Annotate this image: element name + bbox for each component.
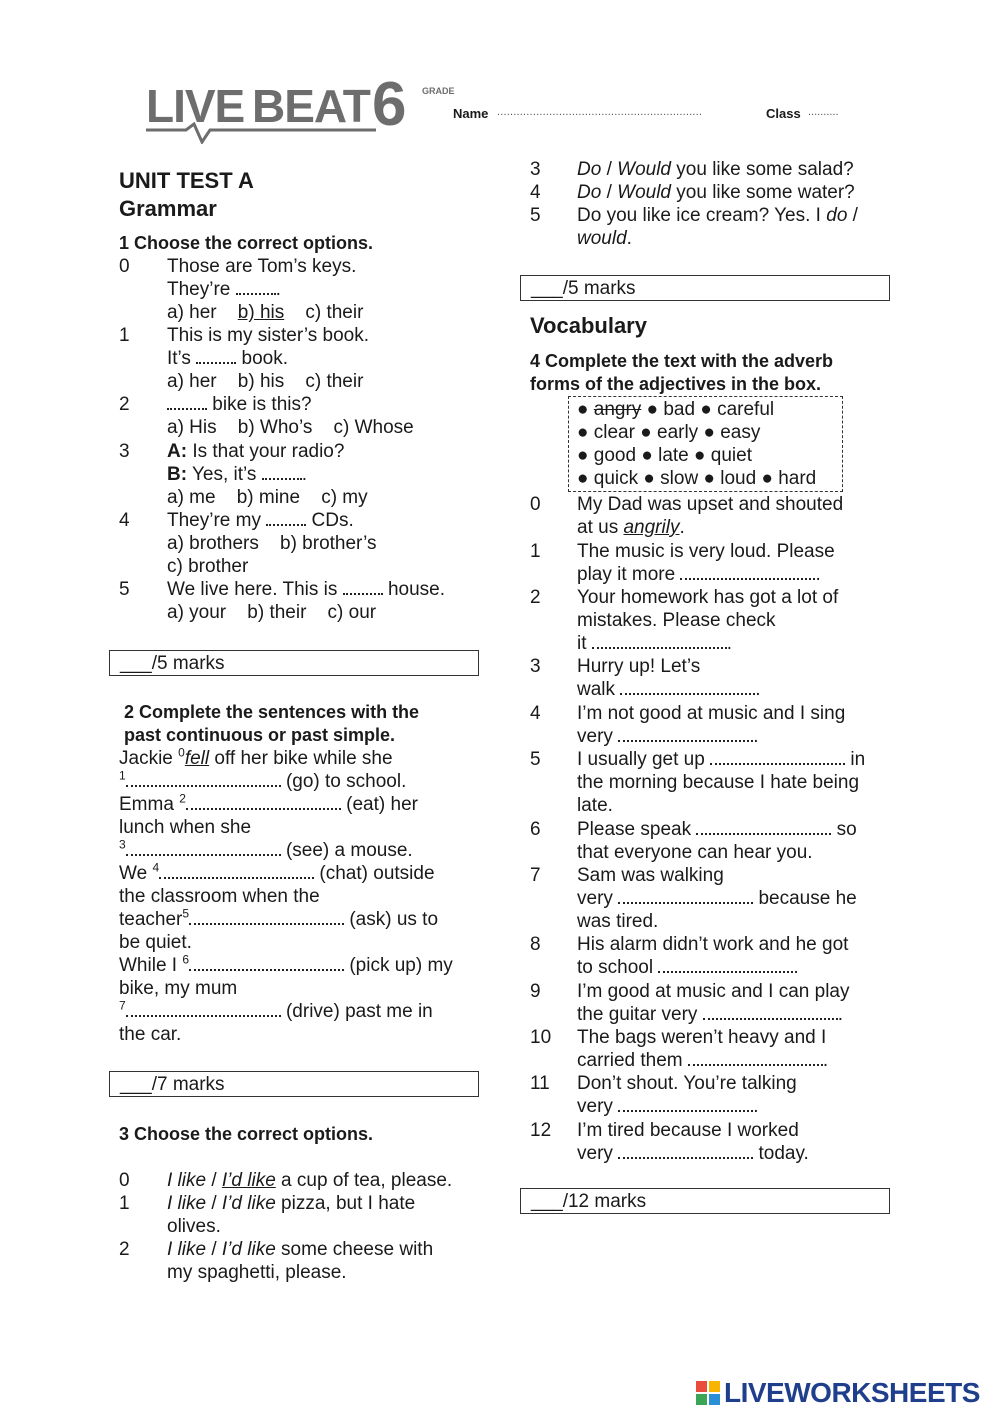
question-text bbox=[167, 1192, 415, 1215]
question-text: bike is this? bbox=[212, 394, 312, 415]
question-text bbox=[167, 347, 288, 370]
sentence-text: off her bike while she bbox=[209, 748, 393, 769]
question-text: mistakes. Please check bbox=[577, 610, 776, 631]
word-box-row bbox=[577, 421, 760, 444]
question-text: at us bbox=[577, 517, 624, 538]
options-row bbox=[167, 416, 414, 439]
question-text: very bbox=[577, 1096, 613, 1117]
option[interactable]: b) mine bbox=[236, 487, 301, 508]
question-text bbox=[577, 678, 761, 701]
option[interactable]: would bbox=[577, 228, 627, 249]
question-text bbox=[577, 563, 821, 586]
word: careful bbox=[717, 399, 775, 420]
sentence-text: Jackie bbox=[119, 748, 179, 769]
option[interactable]: I like bbox=[167, 1170, 207, 1191]
sentence-text: the car. bbox=[119, 1024, 182, 1045]
word: bad bbox=[663, 399, 696, 420]
answer-blank[interactable] bbox=[186, 793, 341, 810]
question-text: pizza, but I hate bbox=[275, 1193, 416, 1214]
separator: / bbox=[601, 182, 618, 203]
question-text: Please speak bbox=[577, 819, 692, 840]
punct: . bbox=[837, 1004, 843, 1025]
question-text: Is that your radio? bbox=[192, 441, 345, 462]
question-text bbox=[577, 1003, 843, 1026]
grammar-title: Grammar bbox=[119, 196, 217, 221]
marks-box: ___/12 marks bbox=[520, 1188, 890, 1214]
bullet: ● bbox=[640, 422, 652, 443]
options-row bbox=[167, 601, 376, 624]
answer-blank[interactable] bbox=[126, 1000, 281, 1017]
option[interactable]: a) her bbox=[167, 371, 217, 392]
vocabulary-title: Vocabulary bbox=[530, 313, 647, 338]
question-text: house. bbox=[387, 579, 445, 600]
question-text: Do you like ice cream? Yes. I bbox=[577, 205, 827, 226]
question-text: I’m tired because I worked bbox=[577, 1120, 799, 1141]
question-text: you like some water? bbox=[671, 182, 855, 203]
name-field[interactable]: ............................................................... bbox=[497, 106, 703, 118]
question-text: the morning because I hate being bbox=[577, 772, 860, 793]
gap-number: 5 bbox=[182, 906, 190, 921]
question-text: to school bbox=[577, 957, 654, 978]
question-text: It’s bbox=[167, 348, 191, 369]
question-text bbox=[577, 818, 857, 841]
item-number: 1 bbox=[119, 325, 130, 346]
option[interactable]: I like bbox=[167, 1239, 207, 1260]
question-text bbox=[577, 1142, 809, 1165]
item-number: 7 bbox=[530, 865, 541, 886]
option[interactable]: I’d like bbox=[221, 1193, 276, 1214]
question-text: book. bbox=[241, 348, 288, 369]
question-text bbox=[577, 1095, 758, 1118]
sentence-line bbox=[119, 839, 413, 862]
question-text: I’m not good at music and I sing bbox=[577, 703, 846, 724]
punct: . bbox=[793, 957, 799, 978]
question-text bbox=[577, 725, 758, 748]
sentence-line bbox=[119, 954, 453, 977]
option[interactable]: a) your bbox=[167, 602, 227, 623]
gap-number: 4 bbox=[152, 860, 160, 875]
answer-blank[interactable] bbox=[618, 1095, 753, 1112]
question-text bbox=[167, 1238, 433, 1261]
question-text: it bbox=[577, 633, 587, 654]
item-number: 4 bbox=[530, 182, 541, 203]
item-number: 6 bbox=[530, 819, 541, 840]
sentence-text: (ask) us to bbox=[344, 909, 439, 930]
question-text bbox=[167, 578, 445, 601]
question-text bbox=[167, 509, 354, 532]
answer-blank[interactable] bbox=[696, 818, 831, 835]
option[interactable]: c) Whose bbox=[333, 417, 414, 438]
question-text bbox=[577, 516, 685, 539]
item-number: 1 bbox=[119, 1193, 130, 1214]
punct: . bbox=[815, 564, 821, 585]
answer-blank[interactable] bbox=[618, 1142, 753, 1159]
marks-box: ___/7 marks bbox=[109, 1071, 479, 1097]
gap-number: 1 bbox=[119, 768, 126, 783]
question-text bbox=[167, 393, 312, 416]
question-text: late. bbox=[577, 795, 613, 816]
answer-blank[interactable] bbox=[343, 578, 383, 595]
sentence-text: (go) to school. bbox=[280, 771, 407, 792]
word: clear bbox=[593, 422, 635, 443]
answer-blank[interactable] bbox=[592, 632, 727, 649]
option[interactable]: a) brothers bbox=[167, 533, 259, 554]
exercise-1-title: 1 Choose the correct options. bbox=[119, 233, 374, 253]
question-text: the guitar very bbox=[577, 1004, 698, 1025]
word: quick bbox=[593, 468, 639, 489]
separator: / bbox=[601, 159, 618, 180]
class-field[interactable]: .......... bbox=[808, 106, 839, 118]
item-number: 3 bbox=[530, 656, 541, 677]
options-row bbox=[167, 486, 368, 509]
option[interactable]: do bbox=[826, 205, 848, 226]
sentence-line bbox=[119, 747, 393, 770]
answer-blank[interactable] bbox=[262, 463, 302, 480]
speaker-b: B: bbox=[167, 464, 188, 485]
sentence-line bbox=[119, 793, 418, 816]
question-text: today. bbox=[758, 1143, 809, 1164]
punct: . bbox=[275, 279, 281, 300]
answer-blank[interactable] bbox=[266, 509, 306, 526]
option[interactable]: Do bbox=[577, 159, 602, 180]
punct: . bbox=[753, 1096, 759, 1117]
options-row bbox=[167, 301, 363, 324]
word: hard bbox=[778, 468, 817, 489]
bullet: ● bbox=[577, 445, 589, 466]
punct: . bbox=[726, 633, 733, 654]
question-text bbox=[167, 463, 307, 486]
item-number: 2 bbox=[530, 587, 541, 608]
punct: . bbox=[753, 726, 759, 747]
option[interactable]: c) our bbox=[327, 602, 377, 623]
question-text: Don’t shout. You’re talking bbox=[577, 1073, 797, 1094]
question-text: olives. bbox=[167, 1216, 221, 1237]
bullet: ● bbox=[577, 399, 589, 420]
option[interactable]: b) his bbox=[237, 371, 285, 392]
separator: / bbox=[847, 205, 858, 226]
separator: / bbox=[206, 1170, 222, 1191]
speaker-a: A: bbox=[167, 441, 188, 462]
question-text: Yes, it’s bbox=[192, 464, 257, 485]
gap-number: 3 bbox=[119, 837, 126, 852]
question-text bbox=[577, 887, 857, 910]
exercise-3-title: 3 Choose the correct options. bbox=[119, 1124, 374, 1144]
question-text: Your homework has got a lot of bbox=[577, 587, 839, 608]
marks-box: ___/5 marks bbox=[109, 650, 479, 676]
sentence-text: We bbox=[119, 863, 153, 884]
answer-blank[interactable] bbox=[126, 770, 281, 787]
sentence-text: While I bbox=[119, 955, 183, 976]
exercise-2-title: 2 Complete the sentences with the bbox=[124, 702, 420, 722]
name-label: Name bbox=[453, 106, 489, 121]
answer-blank[interactable] bbox=[167, 393, 207, 410]
bullet: ● bbox=[643, 468, 655, 489]
separator: / bbox=[206, 1193, 222, 1214]
word: late bbox=[658, 445, 689, 466]
brand-logo-icon bbox=[696, 1381, 720, 1405]
item-number: 11 bbox=[530, 1073, 550, 1094]
question-text bbox=[577, 956, 799, 979]
sentence-text: (eat) her bbox=[340, 794, 418, 815]
answer-blank[interactable] bbox=[189, 954, 344, 971]
item-number: 3 bbox=[530, 159, 541, 180]
gap-number: 2 bbox=[179, 791, 186, 806]
option[interactable]: I like bbox=[167, 1193, 207, 1214]
bullet: ● bbox=[694, 445, 706, 466]
exercise-4-title: 4 Complete the text with the adverb bbox=[530, 351, 834, 371]
logo-beat: BEAT bbox=[252, 80, 370, 132]
bullet: ● bbox=[761, 468, 773, 489]
punct: . bbox=[626, 228, 632, 249]
sentence-text: bike, my mum bbox=[119, 978, 238, 999]
options-row bbox=[167, 555, 248, 578]
bullet: ● bbox=[703, 468, 715, 489]
question-text bbox=[577, 1049, 828, 1072]
gap-number: 0 bbox=[178, 745, 185, 760]
item-number: 5 bbox=[530, 749, 541, 770]
answer-blank[interactable] bbox=[620, 678, 755, 695]
word: easy bbox=[720, 422, 761, 443]
item-number: 5 bbox=[530, 205, 541, 226]
question-text bbox=[167, 440, 344, 463]
sentence-text: (see) a mouse. bbox=[280, 840, 413, 861]
question-text: in bbox=[850, 749, 866, 770]
item-number: 2 bbox=[119, 1239, 130, 1260]
question-text: that everyone can hear you. bbox=[577, 842, 813, 863]
option[interactable]: b) their bbox=[247, 602, 307, 623]
bullet: ● bbox=[641, 445, 653, 466]
answer-blank[interactable] bbox=[703, 1003, 838, 1020]
option[interactable]: Would bbox=[617, 159, 671, 180]
item-number: 1 bbox=[530, 541, 541, 562]
sentence-text: be quiet. bbox=[119, 932, 192, 953]
answer-blank[interactable] bbox=[159, 862, 314, 879]
question-text: We live here. This is bbox=[167, 579, 338, 600]
item-number: 10 bbox=[530, 1027, 552, 1048]
item-number: 5 bbox=[119, 579, 130, 600]
item-number: 4 bbox=[530, 703, 541, 724]
gap-number: 7 bbox=[119, 998, 126, 1013]
question-text: a cup of tea, please. bbox=[275, 1170, 453, 1191]
answer-blank[interactable] bbox=[680, 563, 815, 580]
question-text: My Dad was upset and shouted bbox=[577, 494, 844, 515]
punct: . bbox=[822, 1050, 829, 1071]
options-row bbox=[167, 532, 376, 555]
option[interactable]: c) brother bbox=[167, 556, 249, 577]
question-text: They’re bbox=[167, 279, 231, 300]
answer-blank[interactable] bbox=[189, 908, 344, 925]
sentence-text: lunch when she bbox=[119, 817, 252, 838]
option[interactable]: a) her bbox=[167, 302, 217, 323]
option-selected[interactable]: b) his bbox=[237, 302, 285, 323]
example-answer: angrily bbox=[623, 517, 680, 538]
question-text: play it more bbox=[577, 564, 676, 585]
answer-blank[interactable] bbox=[658, 956, 793, 973]
item-number: 9 bbox=[530, 981, 541, 1002]
sentence-text: (chat) outside bbox=[314, 863, 435, 884]
answer-blank[interactable] bbox=[688, 1049, 823, 1066]
question-text bbox=[577, 204, 858, 227]
word: quiet bbox=[710, 445, 752, 466]
bullet: ● bbox=[703, 422, 715, 443]
option[interactable]: Would bbox=[617, 182, 671, 203]
question-text: you like some salad? bbox=[671, 159, 854, 180]
item-number: 3 bbox=[119, 441, 130, 462]
sentence-text: teacher bbox=[119, 909, 183, 930]
option[interactable]: a) me bbox=[167, 487, 216, 508]
question-text bbox=[167, 1169, 452, 1192]
question-text: because he bbox=[758, 888, 857, 909]
class-label: Class bbox=[766, 106, 801, 121]
question-text: carried them bbox=[577, 1050, 683, 1071]
option[interactable]: I’d like bbox=[221, 1239, 276, 1260]
question-text: CDs. bbox=[311, 510, 354, 531]
word-box-row bbox=[577, 398, 774, 421]
question-text: I usually get up bbox=[577, 749, 705, 770]
answer-blank[interactable] bbox=[196, 347, 236, 364]
option[interactable]: b) Who’s bbox=[237, 417, 313, 438]
sentence-text: (pick up) my bbox=[344, 955, 453, 976]
question-text: The music is very loud. Please bbox=[577, 541, 835, 562]
question-text bbox=[577, 181, 855, 204]
item-number: 4 bbox=[119, 510, 130, 531]
sentence-text: (drive) past me in bbox=[280, 1001, 433, 1022]
word: loud bbox=[720, 468, 757, 489]
item-number: 2 bbox=[119, 394, 130, 415]
question-text: very bbox=[577, 726, 613, 747]
sentence-text: Emma bbox=[119, 794, 180, 815]
sentence-text: the classroom when the bbox=[119, 886, 320, 907]
sentence-line bbox=[119, 862, 435, 885]
answer-blank[interactable] bbox=[618, 725, 753, 742]
sentence-line bbox=[119, 1000, 433, 1023]
item-number: 12 bbox=[530, 1120, 552, 1141]
question-text: The bags weren’t heavy and I bbox=[577, 1027, 827, 1048]
word-box-row bbox=[577, 444, 752, 467]
item-number: 0 bbox=[530, 494, 541, 515]
logo-live: LIVE bbox=[146, 80, 245, 132]
word-box-row bbox=[577, 467, 816, 490]
option[interactable]: a) His bbox=[167, 417, 217, 438]
sentence-line bbox=[119, 908, 438, 931]
question-text bbox=[577, 632, 732, 655]
word-used: angry bbox=[593, 399, 642, 420]
separator: / bbox=[206, 1239, 222, 1260]
word: good bbox=[593, 445, 637, 466]
question-text bbox=[577, 227, 632, 250]
bullet: ● bbox=[577, 422, 589, 443]
question-text: They’re my bbox=[167, 510, 261, 531]
option[interactable]: Do bbox=[577, 182, 602, 203]
exercise-2-title: past continuous or past simple. bbox=[124, 725, 396, 745]
question-text: Sam was walking bbox=[577, 865, 724, 886]
question-text: I’m good at music and I can play bbox=[577, 981, 850, 1002]
question-text: Hurry up! Let’s bbox=[577, 656, 701, 677]
question-text: so bbox=[836, 819, 857, 840]
marks-box: ___/5 marks bbox=[520, 275, 890, 301]
question-text: very bbox=[577, 1143, 613, 1164]
question-text bbox=[167, 278, 281, 301]
logo-grade: GRADE bbox=[422, 86, 455, 96]
option[interactable]: b) brother’s bbox=[280, 533, 377, 554]
question-text: my spaghetti, please. bbox=[167, 1262, 347, 1283]
option[interactable]: c) their bbox=[305, 302, 364, 323]
bullet: ● bbox=[577, 468, 589, 489]
question-text: very bbox=[577, 888, 613, 909]
logo bbox=[146, 70, 455, 144]
question-text: some cheese with bbox=[275, 1239, 434, 1260]
options-row bbox=[167, 370, 363, 393]
option-selected[interactable]: I’d like bbox=[221, 1170, 276, 1191]
question-text: His alarm didn’t work and he got bbox=[577, 934, 849, 955]
item-number: 0 bbox=[119, 256, 130, 277]
brand-name: LIVEWORKSHEETS bbox=[724, 1377, 980, 1408]
question-text: walk bbox=[577, 679, 616, 700]
gap-number: 6 bbox=[182, 952, 190, 967]
question-text bbox=[577, 158, 854, 181]
bullet: ● bbox=[646, 399, 659, 420]
punct: . bbox=[755, 679, 761, 700]
example-answer: fell bbox=[184, 748, 210, 769]
heartbeat-icon bbox=[146, 122, 376, 144]
punct: . bbox=[301, 464, 307, 485]
word: slow bbox=[660, 468, 699, 489]
question-text: This is my sister’s book. bbox=[167, 325, 370, 346]
option[interactable]: c) my bbox=[321, 487, 368, 508]
exercise-4-title: forms of the adjectives in the box. bbox=[530, 374, 822, 394]
answer-blank[interactable] bbox=[236, 278, 276, 295]
question-text: Those are Tom’s keys. bbox=[167, 256, 357, 277]
answer-blank[interactable] bbox=[618, 887, 753, 904]
answer-blank[interactable] bbox=[710, 748, 845, 765]
question-text bbox=[577, 748, 865, 771]
question-text: was tired. bbox=[577, 911, 659, 932]
item-number: 0 bbox=[119, 1170, 130, 1191]
word: early bbox=[657, 422, 699, 443]
answer-blank[interactable] bbox=[126, 839, 281, 856]
unit-title: UNIT TEST A bbox=[119, 168, 254, 193]
sentence-line bbox=[119, 770, 406, 793]
bullet: ● bbox=[700, 399, 712, 420]
item-number: 8 bbox=[530, 934, 541, 955]
logo-number: 6 bbox=[372, 70, 407, 139]
option[interactable]: c) their bbox=[305, 371, 364, 392]
punct: . bbox=[679, 517, 685, 538]
